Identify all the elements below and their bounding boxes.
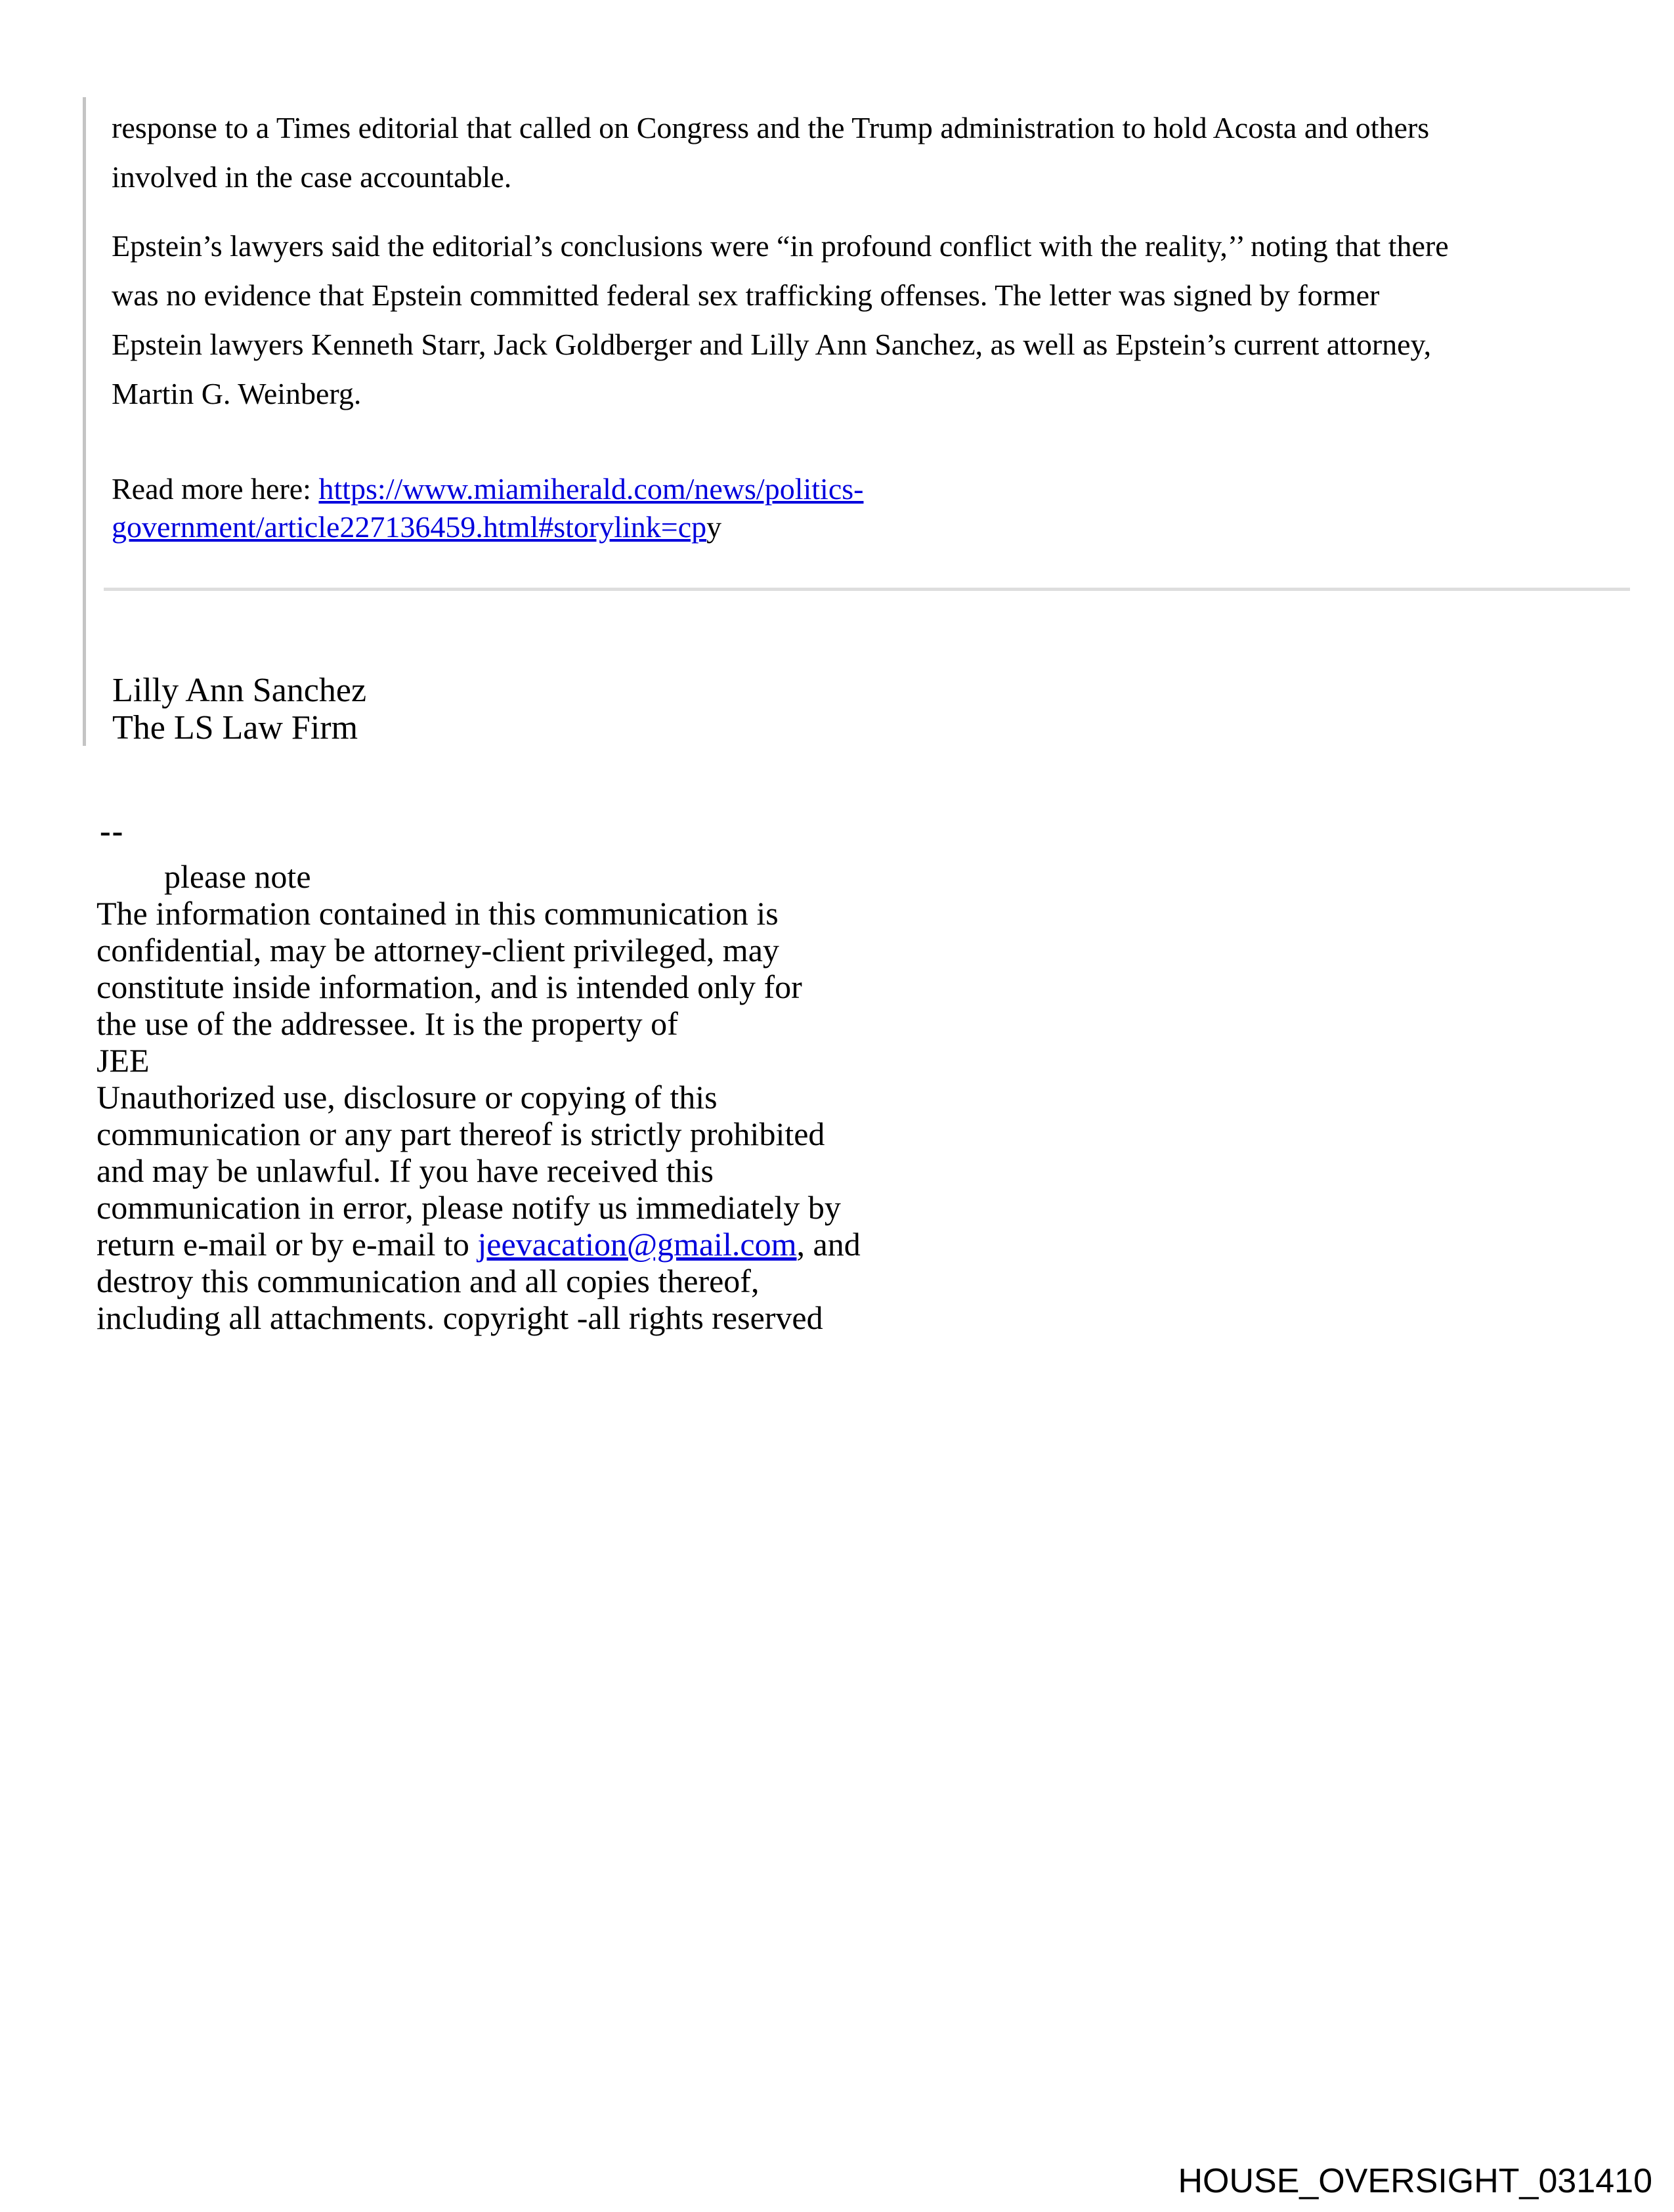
disclaimer-line: the use of the addressee. It is the property of	[97, 1005, 678, 1042]
disclaimer-email-line	[97, 1226, 861, 1263]
paragraph-line: Epstein lawyers Kenneth Starr, Jack Goldberger and Lilly Ann Sanchez, as well as Epstein’s current attorney,	[112, 328, 1432, 361]
link-trailing-text: y	[706, 510, 722, 544]
disclaimer-line: The information contained in this communication is	[97, 895, 779, 932]
miamiherald-article-link-line2[interactable]: government/article227136459.html#storylink=cp	[112, 510, 707, 544]
read-more-line-1	[112, 470, 863, 508]
signature-firm: The LS Law Firm	[112, 709, 358, 747]
read-more-line-2	[112, 508, 863, 546]
disclaimer-line: including all attachments. copyright -all rights reserved	[97, 1299, 823, 1336]
email-line-suffix: , and	[796, 1226, 861, 1263]
paragraph-line: involved in the case accountable.	[112, 160, 512, 194]
paragraph-line: Martin G. Weinberg.	[112, 377, 362, 410]
signature-name: Lilly Ann Sanchez	[112, 672, 367, 709]
paragraph-line: Epstein’s lawyers said the editorial’s conclusions were “in profound conflict with the reality,’’ noting that there	[112, 229, 1449, 263]
disclaimer-line: communication in error, please notify us immediately by	[97, 1189, 841, 1226]
signature-delimiter-dashes: --	[100, 812, 125, 849]
quote-indent-bar	[83, 97, 86, 746]
paragraph-acosta	[112, 103, 1429, 202]
confidentiality-disclaimer	[97, 858, 861, 1336]
disclaimer-line: Unauthorized use, disclosure or copying of this	[97, 1079, 718, 1116]
read-more-label: Read more here:	[112, 472, 319, 506]
disclaimer-line: constitute inside information, and is intended only for	[97, 968, 802, 1005]
horizontal-divider	[104, 588, 1630, 591]
paragraph-line: response to a Times editorial that called on Congress and the Trump administration to hold Acosta and others	[112, 111, 1430, 144]
paragraph-lawyers	[112, 221, 1449, 418]
disclaimer-line: confidential, may be attorney-client privileged, may	[97, 932, 779, 968]
miamiherald-article-link-line1[interactable]: https://www.miamiherald.com/news/politics-	[318, 472, 864, 506]
bates-stamp: HOUSE_OVERSIGHT_031410	[1178, 2162, 1652, 2200]
disclaimer-line: communication or any part thereof is strictly prohibited	[97, 1116, 825, 1152]
disclaimer-line: destroy this communication and all copies thereof,	[97, 1263, 760, 1299]
jeevacation-email-link[interactable]: jeevacation@gmail.com	[477, 1226, 797, 1263]
email-line-prefix: return e-mail or by e-mail to	[97, 1226, 478, 1263]
signature-block	[112, 672, 366, 747]
disclaimer-line: and may be unlawful. If you have received this	[97, 1152, 714, 1189]
disclaimer-note: please note	[164, 858, 311, 895]
paragraph-line: was no evidence that Epstein committed federal sex trafficking offenses. The letter was signed by former	[112, 278, 1380, 312]
disclaimer-line: JEE	[97, 1042, 150, 1079]
read-more-block	[112, 470, 863, 546]
